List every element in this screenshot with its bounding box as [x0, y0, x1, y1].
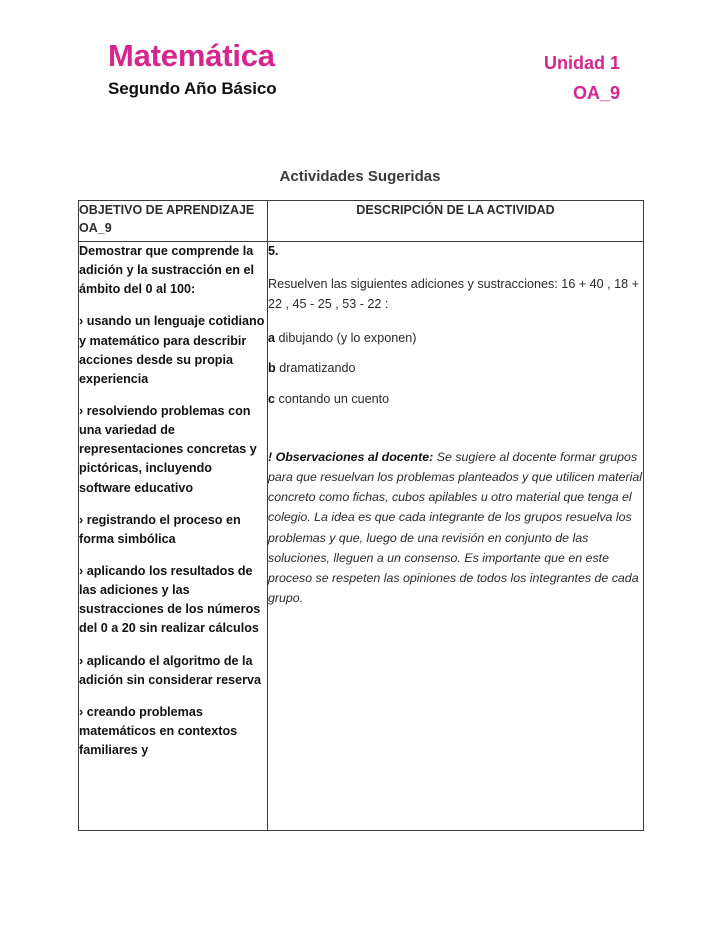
- objective-item-2: › resolviendo problemas con una variedad de representaciones concretas y pictóricas, incluyendo software educativo: [79, 403, 257, 495]
- column-header-description: DESCRIPCIÓN DE LA ACTIVIDAD: [268, 201, 644, 242]
- objective-intro: Demostrar que comprende la adición y la sustracción en el ámbito del 0 al 100:: [79, 244, 254, 297]
- page-subtitle: Segundo Año Básico: [108, 78, 277, 98]
- subitem-c-key: c: [268, 392, 276, 407]
- objective-item-5: › aplicando el algoritmo de la adición sin considerar reserva: [79, 653, 261, 687]
- subitem-c-text: contando un cuento: [278, 392, 390, 407]
- observation-body: Se sugiere al docente formar grupos para que resuelvan los problemas planteados y que utilicen material concreto como fichas, cubos apilables u otro material que tenga el colegio. La idea es que cada integrante de los grupos resuelva los problemas y que, luego de una revisión en conjunto de las soluciones, lleguen a un consenso. Es importante que en este proceso se respeten las opiniones de todos los integrantes de cada grupo.: [268, 450, 643, 605]
- activity-subitem-c: [268, 390, 643, 409]
- objective-cell: [79, 242, 268, 831]
- objective-item-1: › usando un lenguaje cotidiano y matemático para describir acciones desde su propia experiencia: [79, 314, 265, 386]
- column-header-objective: OBJETIVO DE APRENDIZAJE OA_9: [79, 201, 268, 242]
- activity-subitem-a: [268, 329, 643, 348]
- table-header-row: [79, 201, 644, 242]
- subitem-a-key: a: [268, 330, 276, 345]
- activity-statement: Resuelven las siguientes adiciones y sustracciones: 16 + 40 , 18 + 22 , 45 - 25 , 53 - 22 :: [268, 277, 640, 312]
- teacher-observation: [268, 447, 643, 608]
- subitem-b-text: dramatizando: [279, 361, 356, 376]
- subitem-b-key: b: [268, 361, 276, 376]
- activity-number: 5.: [268, 244, 279, 258]
- page-title: Matemática: [108, 38, 275, 73]
- table-row: [79, 242, 644, 831]
- objective-item-4: › aplicando los resultados de las adiciones y las sustracciones de los números del 0 a 20 sin realizar cálculos: [79, 563, 261, 636]
- oa-code-label: OA_9: [572, 82, 620, 103]
- subitem-a-text: dibujando (y lo exponen): [278, 330, 417, 345]
- activity-subitem-b: [268, 359, 643, 378]
- header-left-block: [108, 40, 277, 99]
- activities-table: [78, 200, 644, 831]
- objective-item-3: › registrando el proceso en forma simbólica: [79, 512, 241, 546]
- objective-item-6: › creando problemas matemáticos en contextos familiares y: [79, 704, 238, 758]
- unit-label: Unidad 1: [543, 53, 620, 73]
- observation-lead: ! Observaciones al docente:: [268, 450, 434, 465]
- description-cell: [268, 242, 644, 831]
- header-right-block: [544, 52, 620, 104]
- section-title: Actividades Sugeridas: [279, 168, 441, 185]
- document-header: [0, 0, 720, 125]
